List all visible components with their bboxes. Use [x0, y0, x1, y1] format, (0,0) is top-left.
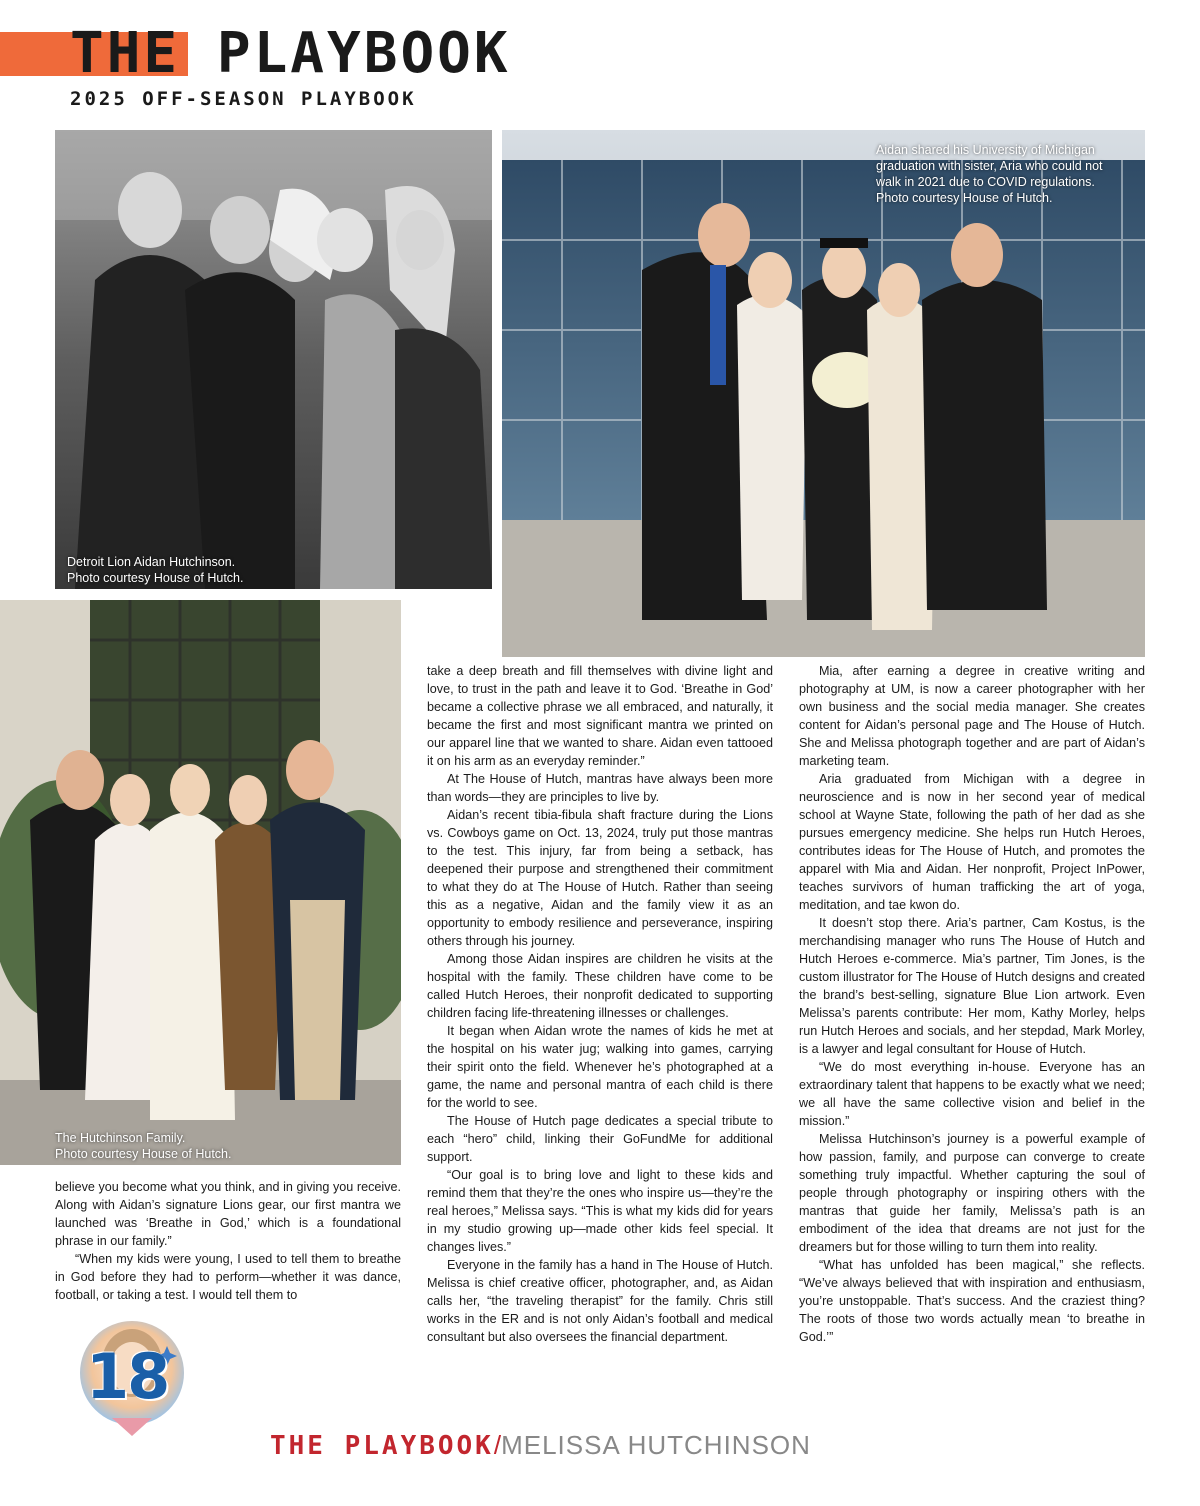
article-paragraph: It doesn’t stop there. Aria’s partner, Cam Kostus, is the merchandising manager who runs The House of Hutch and Hutch Heroes e-commerce. Mia’s partner, Tim Jones, is the custom illustrator for The House of Hutch designs and created the brand’s best-selling, signature Blue Lion artwork. Even Melissa’s parents contribute: Her mom, Kathy Morley, helps run Hutch Heroes and socials, and her stepdad, Mark Morley, is a lawyer and legal consultant for House of Hutch. — [799, 916, 1145, 1056]
article-paragraph: “We do most everything in-house. Everyone has an extraordinary talent that happens to be exactly what we need; we all have the same collective vision and belief in the mission.” — [799, 1060, 1145, 1128]
footer-byline — [270, 1430, 811, 1461]
magazine-title — [70, 21, 511, 86]
caption-line: Photo courtesy House of Hutch. — [67, 571, 244, 585]
footer-brand: THE PLAYBOOK — [270, 1431, 494, 1461]
caption-line: Photo courtesy House of Hutch. — [876, 191, 1053, 205]
photo-hutchinson-family — [0, 600, 401, 1165]
footer-slash: / — [493, 1430, 502, 1460]
caption-line: Detroit Lion Aidan Hutchinson. — [67, 555, 236, 569]
article-paragraph: take a deep breath and fill themselves with divine light and love, to trust in the path and leave it to God. ‘Breathe in God’ became a collective phrase we all embraced, and naturally, it became the first and most significant mantra we printed on our apparel line that we wanted to share. Aidan even tattooed it on his arm as an everyday reminder.” — [427, 664, 773, 768]
article-column-middle — [427, 662, 773, 1346]
article-paragraph: Aria graduated from Michigan with a degree in neuroscience and is now in her second year of medical school at Wayne State, following the path of her dad as she pursues emergency medicine. She helps run Hutch Heroes, contributes ideas for The House of Hutch, and promotes the apparel with Mia and Aidan. Her nonprofit, Project InPower, teaches survivors of human trafficking the art of yoga, meditation, and tae kwon do. — [799, 772, 1145, 912]
article-paragraph: The House of Hutch page dedicates a special tribute to each “hero” child, linking their GoFundMe for additional support. — [427, 1114, 773, 1164]
caption-line: The Hutchinson Family. — [55, 1131, 186, 1145]
magazine-subtitle: 2025 OFF-SEASON PLAYBOOK — [70, 88, 417, 110]
photo-caption — [67, 554, 243, 586]
article-paragraph: “Our goal is to bring love and light to these kids and remind them that they’re the ones who inspire us—they’re the real heroes,” Melissa says. “This is what my kids did for years in my studio growing up—made other kids feel special. It changes lives.” — [427, 1168, 773, 1254]
article-paragraph: Aidan’s recent tibia-fibula shaft fracture during the Lions vs. Cowboys game on Oct. 13, 2024, truly put those mantras to the test. This injury, far from being a setback, has deepened their purpose and strengthened their commitment to what they do at The House of Hutch. Rather than seeing this as a negative, Aidan and the family view it as an opportunity to embody resilience and perseverance, inspiring others through his journey. — [427, 808, 773, 948]
caption-line: Photo courtesy House of Hutch. — [55, 1147, 232, 1161]
article-paragraph: Mia, after earning a degree in creative writing and photography at UM, is now a career photographer with her own business and the social media manager. She creates content for Aidan’s personal page and The House of Hutch. She and Melissa photograph together and are part of Aidan’s marketing team. — [799, 664, 1145, 768]
title-word-the: THE — [70, 21, 181, 86]
article-paragraph: It began when Aidan wrote the names of kids he met at the hospital on his water jug; walking into games, carrying their spirit onto the field. Whenever he’s photographed at a game, the name and personal mantra of each child is there for the world to see. — [427, 1024, 773, 1110]
article-paragraph: “When my kids were young, I used to tell them to breathe in God before they had to perform—whether it was dance, football, or taking a test. I would tell them to — [55, 1252, 401, 1302]
photo-caption — [876, 142, 1103, 206]
caption-line: walk in 2021 due to COVID regulations. — [876, 175, 1095, 189]
article-paragraph: At The House of Hutch, mantras have always been more than words—they are principles to live by. — [427, 772, 773, 804]
photo-caption — [55, 1130, 231, 1162]
caption-line: Aidan shared his University of Michigan — [876, 143, 1095, 157]
footer-author: MELISSA HUTCHINSON — [501, 1430, 811, 1460]
caption-line: graduation with sister, Aria who could not — [876, 159, 1103, 173]
photo-aidan-hutchinson — [55, 130, 492, 589]
article-paragraph: “What has unfolded has been magical,” she reflects. “We’ve always believed that with inspiration and enthusiasm, you’re unstoppable. That’s success. And the craziest thing? The roots of those two words actually mean ‘to breathe in God.’” — [799, 1258, 1145, 1344]
photo-graduation — [502, 130, 1145, 657]
title-word-playbook: PLAYBOOK — [216, 21, 511, 86]
article-paragraph: Among those Aidan inspires are children he visits at the hospital with the family. These children have come to be called Hutch Heroes, their nonprofit dedicated to supporting children facing life-threatening illnesses or challenges. — [427, 952, 773, 1020]
article-column-left — [55, 1178, 401, 1304]
article-column-right — [799, 662, 1145, 1346]
page-number: 18 — [86, 1340, 169, 1413]
article-paragraph: believe you become what you think, and in giving you receive. Along with Aidan’s signature Lions gear, our first mantra we launched was ‘Breathe in God,’ which is a foundational phrase in our family.” — [55, 1180, 401, 1248]
article-paragraph: Everyone in the family has a hand in The House of Hutch. Melissa is chief creative officer, photographer, and, as Aidan calls her, “the traveling therapist” for the family. Chris still works in the ER and is not only Aidan’s football and medical consultant but also oversees the financial department. — [427, 1258, 773, 1344]
article-paragraph: Melissa Hutchinson’s journey is a powerful example of how passion, family, and purpose can converge to create something truly impactful. Whether capturing the soul of people through photography or inspiring others with the mantras that guide her family, Melissa’s path is an embodiment of the idea that dreams are not just for the dreamers but for those willing to turn them into reality. — [799, 1132, 1145, 1254]
